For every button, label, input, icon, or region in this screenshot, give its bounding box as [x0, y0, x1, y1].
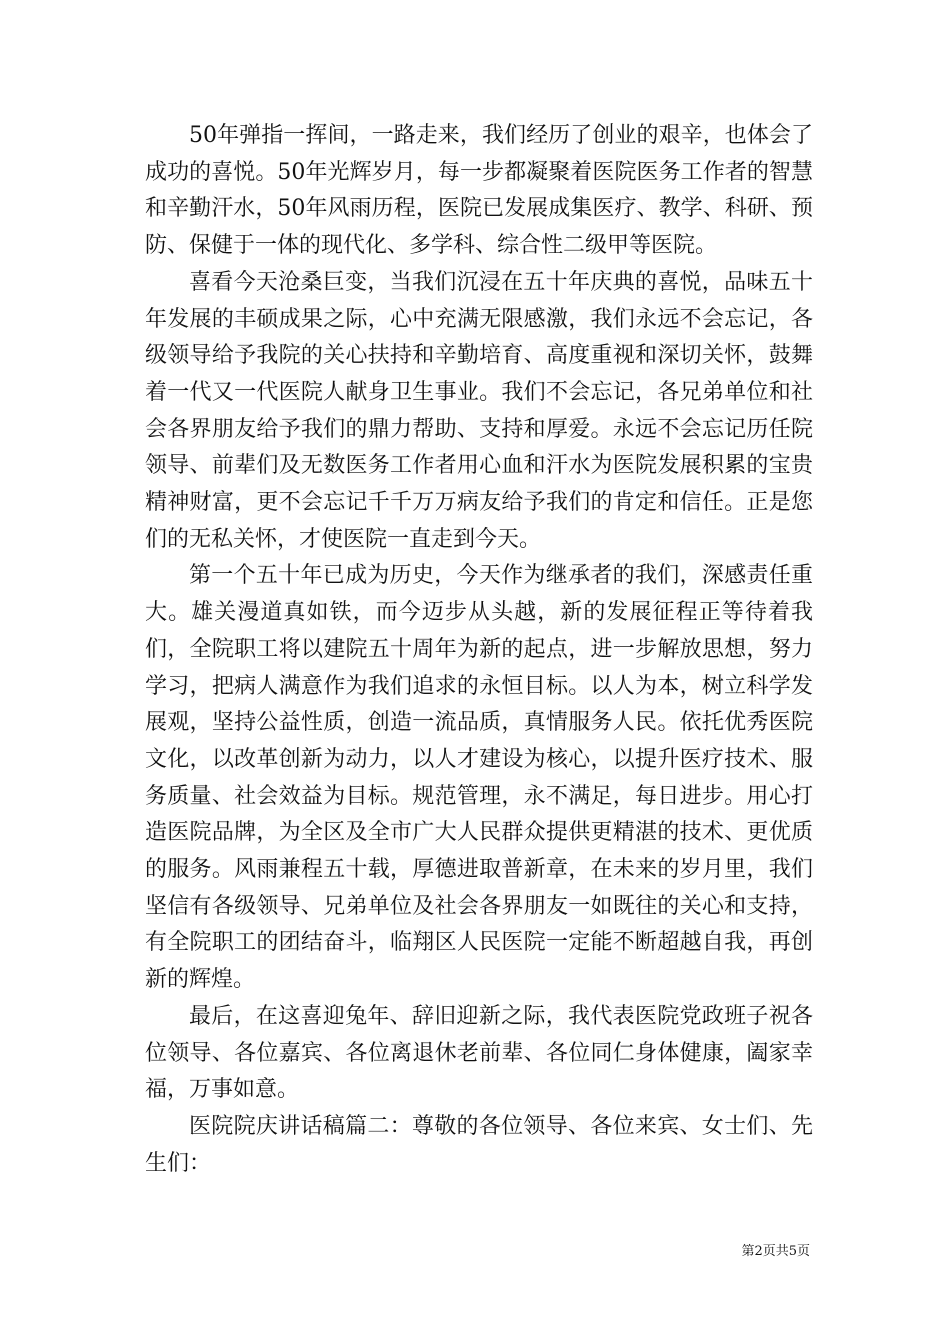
paragraph-1: 50年弹指一挥间，一路走来，我们经历了创业的艰辛，也体会了成功的喜悦。50年光辉岁月，每一步都凝聚着医院医务工作者的智慧和辛勤汗水，50年风雨历程，医院已发展成集医疗、教学、科研、预防、保健于一体的现代化、多学科、综合性二级甲等医院。: [145, 123, 813, 259]
paragraph-4: 最后，在这喜迎兔年、辞旧迎新之际，我代表医院党政班子祝各位领导、各位嘉宾、各位离退休老前辈、各位同仁身体健康，阖家幸福，万事如意。: [145, 1003, 813, 1103]
page-number-footer: 第2页共5页: [741, 1244, 810, 1259]
body-text: [145, 118, 813, 1182]
paragraph-2: 喜看今天沧桑巨变，当我们沉浸在五十年庆典的喜悦，品味五十年发展的丰硕成果之际，心中充满无限感激，我们永远不会忘记，各级领导给予我院的关心扶持和辛勤培育、高度重视和深切关怀，鼓舞着一代又一代医院人献身卫生事业。我们不会忘记，各兄弟单位和社会各界朋友给予我们的鼎力帮助、支持和厚爱。永远不会忘记历任院领导、前辈们及无数医务工作者用心血和汗水为医院发展积累的宝贵精神财富，更不会忘记千千万万病友给予我们的肯定和信任。正是您们的无私关怀，才使医院一直走到今天。: [145, 269, 813, 552]
paragraph-5: 医院院庆讲话稿篇二：尊敬的各位领导、各位来宾、女士们、先生们：: [145, 1113, 813, 1176]
paragraph-3: 第一个五十年已成为历史，今天作为继承者的我们，深感责任重大。雄关漫道真如铁，而今迈步从头越，新的发展征程正等待着我们，全院职工将以建院五十周年为新的起点，进一步解放思想，努力学习，把病人满意作为我们追求的永恒目标。以人为本，树立科学发展观，坚持公益性质，创造一流品质，真情服务人民。依托优秀医院文化，以改革创新为动力，以人才建设为核心，以提升医疗技术、服务质量、社会效益为目标。规范管理，永不满足，每日进步。用心打造医院品牌，为全区及全市广大人民群众提供更精湛的技术、更优质的服务。风雨兼程五十载，厚德进取普新章，在未来的岁月里，我们坚信有各级领导、兄弟单位及社会各界朋友一如既往的关心和支持，有全院职工的团结奋斗，临翔区人民医院一定能不断超越自我，再创新的辉煌。: [145, 563, 813, 993]
